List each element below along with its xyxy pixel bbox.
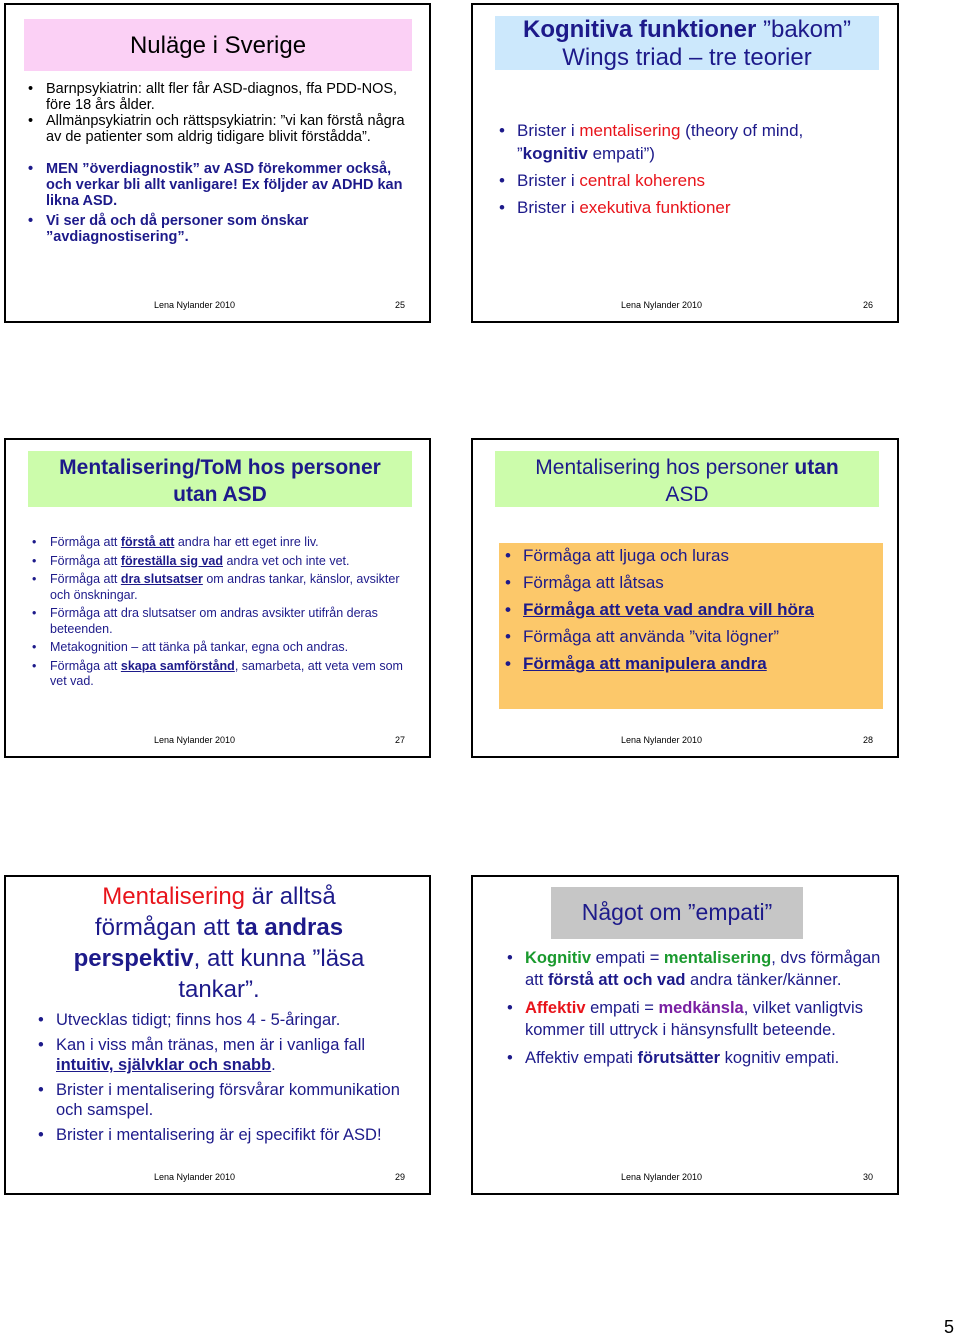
list-item: • Barnpsykiatrin: allt fler får ASD-diagnos, ffa PDD-NOS, före 18 års ålder. <box>24 81 419 113</box>
bullet-list <box>495 119 885 219</box>
footer-author: Lena Nylander 2010 <box>621 735 703 745</box>
list-item: • Förmåga att skapa samförstånd, samarbeta, att veta vem som vet vad. <box>28 659 408 690</box>
list-item: • Förmåga att använda ”vita lögner” <box>501 627 881 647</box>
slide-25 <box>4 3 431 323</box>
list-item: • Förmåga att veta vad andra vill höra <box>501 600 881 620</box>
list-item: • Brister i mentalisering försvårar kommunikation och samspel. <box>34 1080 404 1120</box>
list-item: • MEN ”överdiagnostik” av ASD förekommer också, och verkar bli allt vanligare! Ex följder av ADHD kan likna ASD. <box>24 161 419 209</box>
slide-27 <box>4 438 431 758</box>
slide-number: 27 <box>394 735 405 745</box>
list-item: • Förmåga att låtsas <box>501 573 881 593</box>
slide-title: Mentalisering är alltså förmågan att ta andras perspektiv, att kunna ”läsa tankar”. <box>73 883 365 1003</box>
slide-26 <box>471 3 899 323</box>
list-item: • Kan i viss mån tränas, men är i vanliga fall intuitiv, självklar och snabb. <box>34 1035 404 1075</box>
list-item: • Brister i mentalisering (theory of mind, ”kognitiv empati”) <box>495 119 885 165</box>
list-item: • Affektiv empati = medkänsla, vilket vanligtvis kommer till uttryck i hänsynsfullt beteende. <box>503 997 883 1041</box>
footer-author: Lena Nylander 2010 <box>154 735 236 745</box>
slide-number: 29 <box>394 1172 405 1182</box>
list-item: • Affektiv empati förutsätter kognitiv empati. <box>503 1047 883 1069</box>
slide-number: 28 <box>862 735 873 745</box>
list-item: • Förmåga att förstå att andra har ett eget inre liv. <box>28 535 408 551</box>
slide-number: 26 <box>862 300 873 310</box>
list-item: • Förmåga att föreställa sig vad andra vet och inte vet. <box>28 554 408 570</box>
page-number: 5 <box>944 1317 955 1337</box>
list-item: • Förmåga att ljuga och luras <box>501 546 881 566</box>
slide-number: 25 <box>394 300 405 310</box>
list-item: • Brister i mentalisering är ej specifikt för ASD! <box>34 1125 404 1145</box>
slide-title: Mentalisering hos personer utan ASD <box>495 451 879 507</box>
slide-29 <box>4 875 431 1195</box>
bullet-list <box>24 81 419 245</box>
slide-title: Mentalisering/ToM hos personer utan ASD <box>28 451 412 507</box>
list-item: • Brister i exekutiva funktioner <box>495 196 885 219</box>
list-item: • Förmåga att dra slutsatser om andras avsikter utifrån deras beteenden. <box>28 606 408 637</box>
list-item: • Förmåga att dra slutsatser om andras tankar, känslor, avsikter och önskningar. <box>28 572 408 603</box>
list-item: • Kognitiv empati = mentalisering, dvs förmågan att förstå att och vad andra tänker/känner. <box>503 947 883 991</box>
bullet-list <box>501 546 881 674</box>
list-item: • Utvecklas tidigt; finns hos 4 - 5-åringar. <box>34 1010 404 1030</box>
list-item: • Metakognition – att tänka på tankar, egna och andras. <box>28 640 408 656</box>
footer-author: Lena Nylander 2010 <box>621 1172 703 1182</box>
slide-30 <box>471 875 899 1195</box>
bullet-list <box>34 1010 404 1145</box>
bullet-list <box>28 535 408 690</box>
slide-28 <box>471 438 899 758</box>
footer-author: Lena Nylander 2010 <box>154 1172 236 1182</box>
list-item: • Vi ser då och då personer som önskar ”avdiagnostisering”. <box>24 213 419 245</box>
list-item: • Brister i central koherens <box>495 169 885 192</box>
footer-author: Lena Nylander 2010 <box>154 300 236 310</box>
slide-title: Kognitiva funktioner ”bakom” Wings triad – tre teorier <box>495 16 879 70</box>
slide-title: Nuläge i Sverige <box>24 19 412 71</box>
list-item: • Allmänpsykiatrin och rättspsykiatrin: ”vi kan förstå några av de patienter som aldrig tidigare blivit förstådda”. <box>24 113 419 145</box>
slide-title: Något om ”empati” <box>551 887 803 939</box>
footer-author: Lena Nylander 2010 <box>621 300 703 310</box>
slide-number: 30 <box>862 1172 873 1182</box>
bullet-list <box>503 947 883 1069</box>
list-item: • Förmåga att manipulera andra <box>501 654 881 674</box>
